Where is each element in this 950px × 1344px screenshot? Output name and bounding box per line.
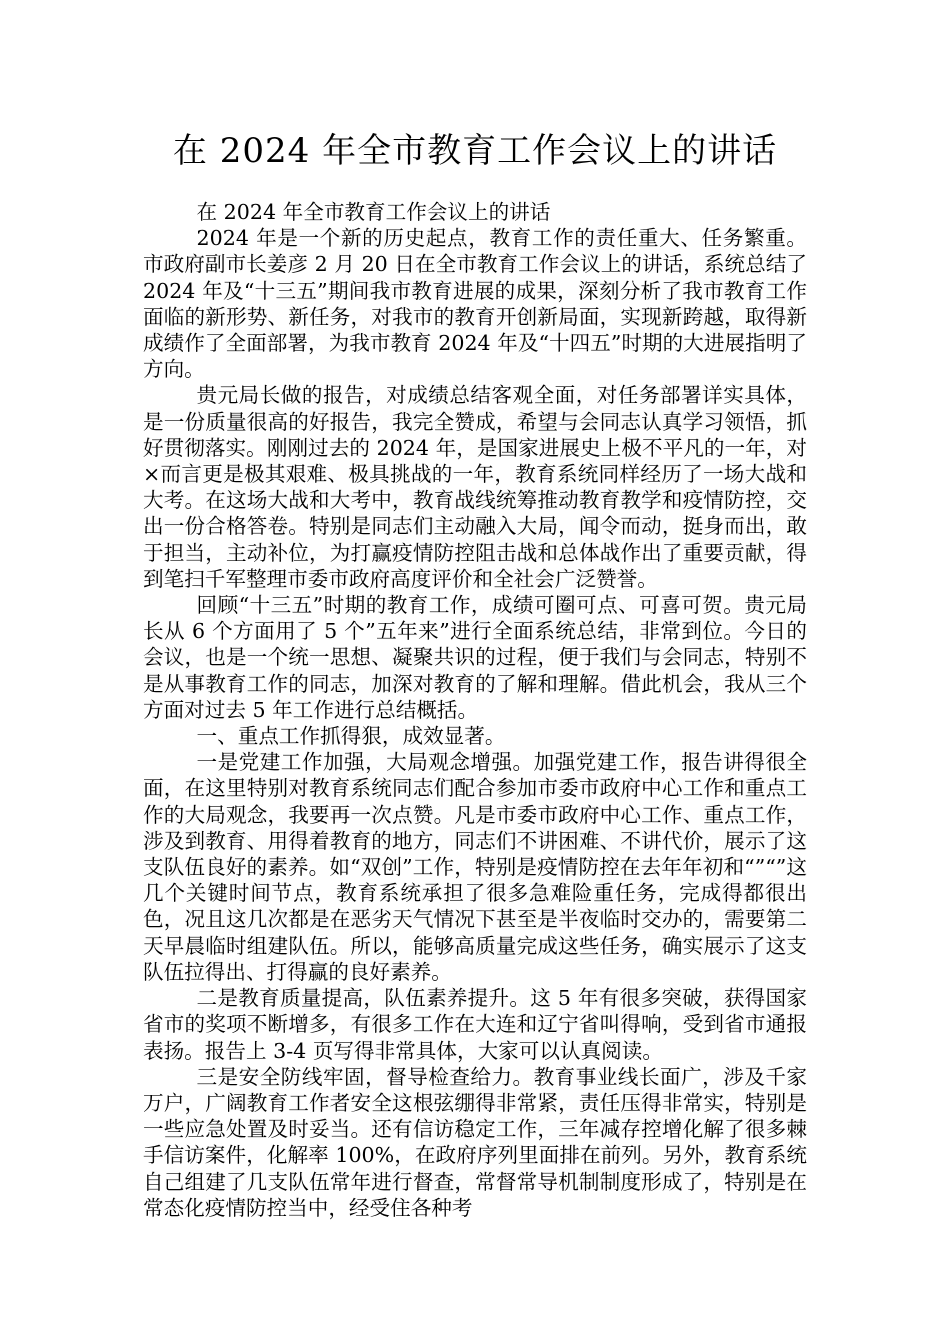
paragraph: 2024 年是一个新的历史起点，教育工作的责任重大、任务繁重。市政府副市长姜彦 2 月 20 日在全市教育工作会议上的讲话，系统总结了 2024 年及“十三五”期间我市教育进展的成果，深刻分析了我市教育工作面临的新形势、新任务，对我市的教育开创新局面，实现新跨越，取得新成绩作了全面部署，为我市教育 2024 年及“十四五”时期的大进展指明了方向。	[143, 226, 807, 382]
paragraph: 二是教育质量提高，队伍素养提升。这 5 年有很多突破，获得国家省市的奖项不断增多，有很多工作在大连和辽宁省叫得响，受到省市通报表扬。报告上 3-4 页写得非常具体，大家可以认真阅读。	[143, 986, 807, 1063]
paragraph-subtitle: 在 2024 年全市教育工作会议上的讲话	[196, 200, 551, 224]
paragraph: 贵元局长做的报告，对成绩总结客观全面，对任务部署详实具体，是一份质量很高的好报告，我完全赞成，希望与会同志认真学习领悟，抓好贯彻落实。刚刚过去的 2024 年，是国家进展史上极不平凡的一年，对×而言更是极其艰难、极具挑战的一年，教育系统同样经历了一场大战和大考。在这场大战和大考中，教育战线统筹推动教育教学和疫情防控，交出一份合格答卷。特别是同志们主动融入大局，闻令而动，挺身而出，敢于担当，主动补位，为打赢疫情防控阻击战和总体战作出了重要贡献，得到笔扫千军整理市委市政府高度评价和全社会广泛赞誉。	[143, 383, 807, 591]
document-title: 在 2024 年全市教育工作会议上的讲话	[172, 131, 778, 171]
document-body	[143, 199, 807, 1221]
paragraph: 三是安全防线牢固，督导检查给力。教育事业线长面广，涉及千家万户，广阔教育工作者安全这根弦绷得非常紧，责任压得非常实，特别是一些应急处置及时妥当。还有信访稳定工作，三年减存控增化解了很多棘手信访案件，化解率 100%，在政府序列里面排在前列。另外，教育系统自己组建了几支队伍常年进行督查，常督常导机制制度形成了，特别是在常态化疫情防控当中，经受住各种考	[143, 1064, 807, 1220]
paragraph: 回顾“十三五”时期的教育工作，成绩可圈可点、可喜可贺。贵元局长从 6 个方面用了 5 个”五年来”进行全面系统总结，非常到位。今日的会议，也是一个统一思想、凝聚共识的过程，便于我们与会同志，特别不是从事教育工作的同志，加深对教育的了解和理解。借此机会，我从三个方面对过去 5 年工作进行总结概括。	[143, 593, 807, 722]
section-heading: 一、重点工作抓得狠，成效显著。	[196, 724, 506, 749]
paragraph: 一是党建工作加强，大局观念增强。加强党建工作，报告讲得很全面，在这里特别对教育系统同志们配合参加市委市政府中心工作和重点工作的大局观念，我要再一次点赞。凡是市委市政府中心工作、重点工作，涉及到教育、用得着教育的地方，同志们不讲困难、不讲代价，展示了这支队伍良好的素养。如“双创”工作，特别是疫情防控在去年年初和“”“”这几个关键时间节点，教育系统承担了很多急难险重任务，完成得都很出色，况且这几次都是在恶劣天气情况下甚至是半夜临时交办的，需要第二天早晨临时组建队伍。所以，能够高质量完成这些任务，确实展示了这支队伍拉得出、打得赢的良好素养。	[143, 750, 807, 984]
